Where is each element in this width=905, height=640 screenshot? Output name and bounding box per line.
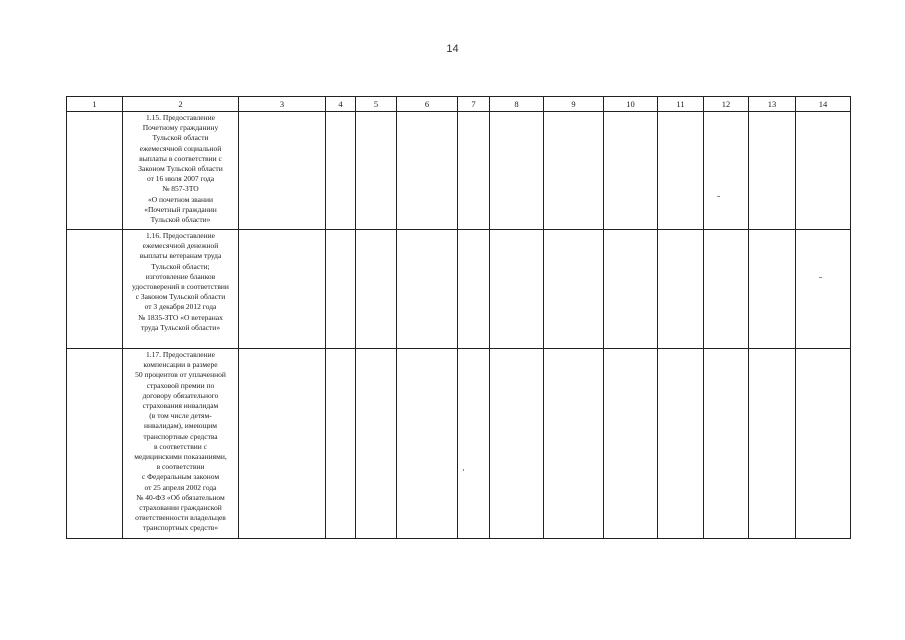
page-number: 14	[446, 43, 459, 55]
table-cell	[749, 349, 796, 539]
column-header-9: 9	[544, 97, 604, 112]
table-row	[67, 349, 851, 539]
row-description-cell	[123, 349, 239, 539]
row-description-cell	[123, 230, 239, 349]
row-description-text: 1.17. Предоставление компенсации в размере 50 процентов от уплаченной страховой премии по договору обязательного страхования инвалидам (в том числе детям- инвалидам), имеющим транспортные средства в соответствии с медицинскими показаниями, в соответствии с Федеральным законом от 25 апреля 2002 года № 40-ФЗ «Об обязательном страховании гражданской ответственности владельцев транспортных средств»	[134, 350, 227, 533]
scan-speck	[819, 277, 822, 278]
table-cell	[704, 230, 749, 349]
table-cell	[658, 349, 704, 539]
table-cell	[749, 230, 796, 349]
table-cell	[239, 230, 326, 349]
column-header-14: 14	[796, 97, 851, 112]
table-cell	[704, 349, 749, 539]
table-cell	[326, 349, 356, 539]
table-cell	[544, 230, 604, 349]
table-cell	[356, 112, 397, 230]
table-cell	[458, 112, 490, 230]
column-header-12: 12	[704, 97, 749, 112]
column-header-2: 2	[123, 97, 239, 112]
table-cell	[604, 112, 658, 230]
scan-speck	[463, 469, 464, 471]
table-cell	[658, 230, 704, 349]
table-cell	[490, 112, 544, 230]
scan-speck	[717, 196, 720, 197]
column-header-8: 8	[490, 97, 544, 112]
table-cell	[796, 230, 851, 349]
column-header-4: 4	[326, 97, 356, 112]
column-header-13: 13	[749, 97, 796, 112]
table-cell	[397, 349, 458, 539]
table-cell	[704, 112, 749, 230]
table-cell	[658, 112, 704, 230]
table-cell	[796, 349, 851, 539]
column-header-5: 5	[356, 97, 397, 112]
report-table	[66, 96, 851, 539]
table-cell	[796, 112, 851, 230]
row-description-cell	[123, 112, 239, 230]
table-row	[67, 112, 851, 230]
column-header-11: 11	[658, 97, 704, 112]
table-cell	[604, 349, 658, 539]
table-cell	[67, 349, 123, 539]
table-cell	[326, 112, 356, 230]
table-cell	[749, 112, 796, 230]
table-cell	[490, 349, 544, 539]
column-header-1: 1	[67, 97, 123, 112]
column-header-6: 6	[397, 97, 458, 112]
table-cell	[544, 349, 604, 539]
table-cell	[397, 112, 458, 230]
column-header-7: 7	[458, 97, 490, 112]
table-cell	[67, 112, 123, 230]
table-cell	[490, 230, 544, 349]
column-header-10: 10	[604, 97, 658, 112]
table-cell	[67, 230, 123, 349]
table-cell	[458, 230, 490, 349]
column-number-row	[67, 97, 851, 112]
table-row	[67, 230, 851, 349]
table-cell	[604, 230, 658, 349]
table-cell	[326, 230, 356, 349]
table-cell	[239, 349, 326, 539]
table-cell	[397, 230, 458, 349]
table-cell	[239, 112, 326, 230]
column-header-3: 3	[239, 97, 326, 112]
row-description-text: 1.15. Предоставление Почетному гражданину Тульской области ежемесячной социальной выплаты в соответствии с Законом Тульской области от 16 июля 2007 года № 857-ЗТО «О почетном звании «Почетный гражданин Тульской области»	[138, 113, 223, 225]
table-cell	[544, 112, 604, 230]
table-cell	[356, 230, 397, 349]
row-description-text: 1.16. Предоставление ежемесячной денежной выплаты ветеранам труда Тульской области; изготовление бланков удостоверений в соответствии с Законом Тульской области от 3 декабря 2012 года № 1835-ЗТО «О ветеранах труда Тульской области»	[132, 231, 229, 332]
table-cell	[356, 349, 397, 539]
table-cell	[458, 349, 490, 539]
